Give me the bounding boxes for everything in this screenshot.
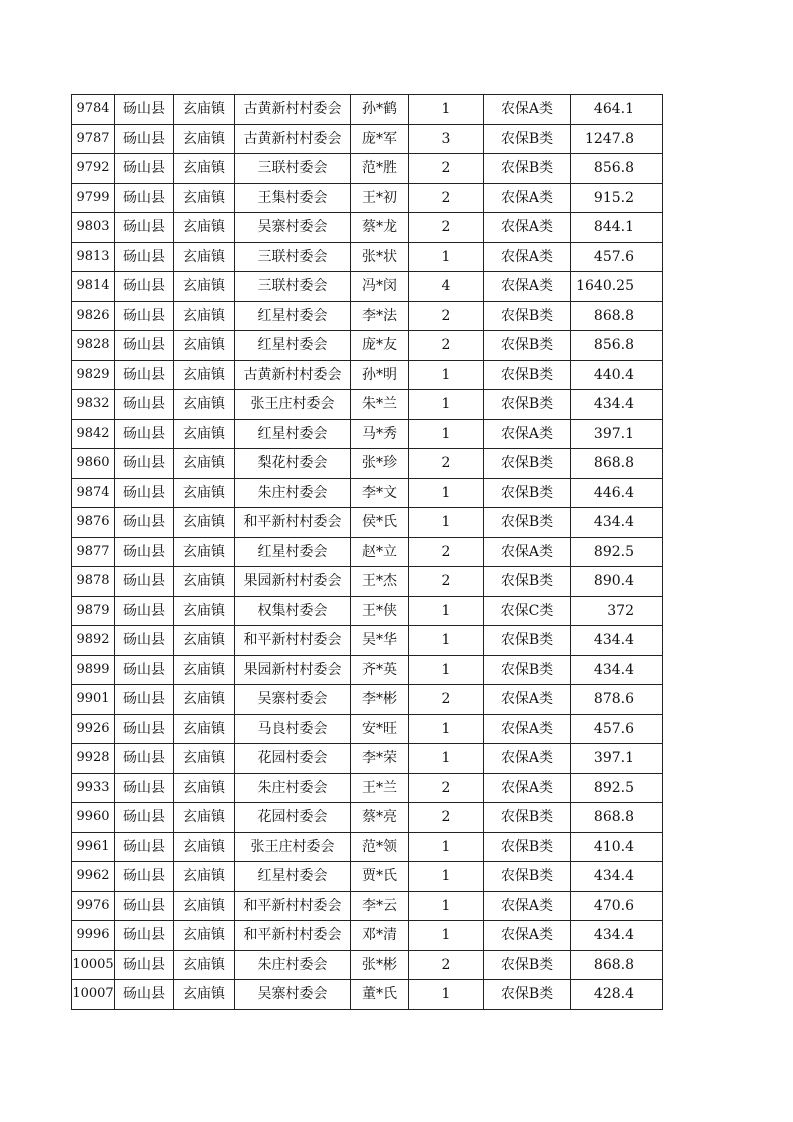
town-cell: 玄庙镇 (174, 449, 235, 479)
household-count-cell: 1 (409, 832, 484, 862)
county-cell: 砀山县 (115, 478, 174, 508)
amount-cell: 434.4 (571, 655, 663, 685)
table-row (72, 803, 663, 833)
amount-cell: 915.2 (571, 183, 663, 213)
household-count-cell: 1 (409, 626, 484, 656)
amount-cell: 457.6 (571, 242, 663, 272)
household-count-cell: 1 (409, 596, 484, 626)
record-id-cell: 9960 (72, 803, 115, 833)
county-cell: 砀山县 (115, 301, 174, 331)
county-cell: 砀山县 (115, 655, 174, 685)
amount-cell: 868.8 (571, 950, 663, 980)
village-cell: 和平新村村委会 (235, 626, 351, 656)
record-id-cell: 9926 (72, 714, 115, 744)
household-count-cell: 1 (409, 891, 484, 921)
category-cell: 农保B类 (484, 449, 571, 479)
record-id-cell: 9876 (72, 508, 115, 538)
amount-cell: 856.8 (571, 154, 663, 184)
amount-cell: 470.6 (571, 891, 663, 921)
county-cell: 砀山县 (115, 124, 174, 154)
amount-cell: 434.4 (571, 390, 663, 420)
category-cell: 农保B类 (484, 567, 571, 597)
household-count-cell: 2 (409, 685, 484, 715)
county-cell: 砀山县 (115, 773, 174, 803)
category-cell: 农保A类 (484, 272, 571, 302)
amount-cell: 428.4 (571, 980, 663, 1010)
county-cell: 砀山县 (115, 508, 174, 538)
name-cell: 庞*友 (351, 331, 409, 361)
table-row (72, 390, 663, 420)
name-cell: 张*状 (351, 242, 409, 272)
name-cell: 董*氏 (351, 980, 409, 1010)
name-cell: 邓*清 (351, 921, 409, 951)
village-cell: 红星村委会 (235, 419, 351, 449)
category-cell: 农保B类 (484, 832, 571, 862)
name-cell: 贾*氏 (351, 862, 409, 892)
village-cell: 朱庄村委会 (235, 773, 351, 803)
table-row (72, 832, 663, 862)
household-count-cell: 1 (409, 508, 484, 538)
county-cell: 砀山县 (115, 567, 174, 597)
record-id-cell: 9829 (72, 360, 115, 390)
amount-cell: 440.4 (571, 360, 663, 390)
household-count-cell: 3 (409, 124, 484, 154)
record-id-cell: 9933 (72, 773, 115, 803)
town-cell: 玄庙镇 (174, 331, 235, 361)
table-row (72, 419, 663, 449)
county-cell: 砀山县 (115, 419, 174, 449)
village-cell: 张王庄村委会 (235, 390, 351, 420)
category-cell: 农保B类 (484, 862, 571, 892)
town-cell: 玄庙镇 (174, 803, 235, 833)
name-cell: 冯*闵 (351, 272, 409, 302)
town-cell: 玄庙镇 (174, 950, 235, 980)
household-count-cell: 1 (409, 242, 484, 272)
name-cell: 李*彬 (351, 685, 409, 715)
record-id-cell: 9784 (72, 95, 115, 125)
name-cell: 李*云 (351, 891, 409, 921)
amount-cell: 434.4 (571, 862, 663, 892)
record-id-cell: 9996 (72, 921, 115, 951)
name-cell: 侯*氏 (351, 508, 409, 538)
table-row (72, 921, 663, 951)
table-row (72, 567, 663, 597)
household-count-cell: 1 (409, 921, 484, 951)
category-cell: 农保C类 (484, 596, 571, 626)
village-cell: 吴寨村委会 (235, 213, 351, 243)
category-cell: 农保B类 (484, 360, 571, 390)
category-cell: 农保A类 (484, 891, 571, 921)
table-row (72, 213, 663, 243)
county-cell: 砀山县 (115, 242, 174, 272)
amount-cell: 844.1 (571, 213, 663, 243)
category-cell: 农保A类 (484, 921, 571, 951)
table-row (72, 862, 663, 892)
record-id-cell: 9928 (72, 744, 115, 774)
name-cell: 王*兰 (351, 773, 409, 803)
name-cell: 范*胜 (351, 154, 409, 184)
county-cell: 砀山县 (115, 331, 174, 361)
record-id-cell: 9877 (72, 537, 115, 567)
village-cell: 红星村委会 (235, 537, 351, 567)
table-row (72, 478, 663, 508)
record-id-cell: 9962 (72, 862, 115, 892)
table-row (72, 508, 663, 538)
category-cell: 农保A类 (484, 714, 571, 744)
town-cell: 玄庙镇 (174, 213, 235, 243)
name-cell: 安*旺 (351, 714, 409, 744)
table-row (72, 744, 663, 774)
record-id-cell: 9892 (72, 626, 115, 656)
record-id-cell: 9842 (72, 419, 115, 449)
table-row (72, 449, 663, 479)
subsidy-table (71, 94, 663, 1010)
record-id-cell: 9832 (72, 390, 115, 420)
town-cell: 玄庙镇 (174, 124, 235, 154)
category-cell: 农保B类 (484, 950, 571, 980)
category-cell: 农保A类 (484, 744, 571, 774)
village-cell: 古黄新村村委会 (235, 124, 351, 154)
household-count-cell: 1 (409, 980, 484, 1010)
name-cell: 范*领 (351, 832, 409, 862)
name-cell: 张*彬 (351, 950, 409, 980)
household-count-cell: 1 (409, 714, 484, 744)
record-id-cell: 9799 (72, 183, 115, 213)
record-id-cell: 9860 (72, 449, 115, 479)
household-count-cell: 1 (409, 419, 484, 449)
table-row (72, 360, 663, 390)
category-cell: 农保B类 (484, 655, 571, 685)
county-cell: 砀山县 (115, 685, 174, 715)
category-cell: 农保B类 (484, 478, 571, 508)
amount-cell: 892.5 (571, 773, 663, 803)
category-cell: 农保B类 (484, 154, 571, 184)
amount-cell: 868.8 (571, 301, 663, 331)
record-id-cell: 9874 (72, 478, 115, 508)
village-cell: 梨花村委会 (235, 449, 351, 479)
amount-cell: 457.6 (571, 714, 663, 744)
county-cell: 砀山县 (115, 596, 174, 626)
town-cell: 玄庙镇 (174, 390, 235, 420)
record-id-cell: 9899 (72, 655, 115, 685)
town-cell: 玄庙镇 (174, 242, 235, 272)
household-count-cell: 1 (409, 655, 484, 685)
record-id-cell: 9961 (72, 832, 115, 862)
amount-cell: 1640.25 (571, 272, 663, 302)
village-cell: 花园村委会 (235, 803, 351, 833)
record-id-cell: 9826 (72, 301, 115, 331)
category-cell: 农保B类 (484, 508, 571, 538)
table-row (72, 124, 663, 154)
amount-cell: 446.4 (571, 478, 663, 508)
county-cell: 砀山县 (115, 272, 174, 302)
village-cell: 古黄新村村委会 (235, 95, 351, 125)
table-row (72, 655, 663, 685)
table-row (72, 714, 663, 744)
amount-cell: 397.1 (571, 744, 663, 774)
category-cell: 农保A类 (484, 213, 571, 243)
table-row (72, 626, 663, 656)
county-cell: 砀山县 (115, 862, 174, 892)
amount-cell: 434.4 (571, 508, 663, 538)
village-cell: 朱庄村委会 (235, 950, 351, 980)
amount-cell: 878.6 (571, 685, 663, 715)
village-cell: 张王庄村委会 (235, 832, 351, 862)
county-cell: 砀山县 (115, 980, 174, 1010)
name-cell: 李*荣 (351, 744, 409, 774)
town-cell: 玄庙镇 (174, 980, 235, 1010)
village-cell: 吴寨村委会 (235, 980, 351, 1010)
town-cell: 玄庙镇 (174, 272, 235, 302)
village-cell: 古黄新村村委会 (235, 360, 351, 390)
household-count-cell: 2 (409, 803, 484, 833)
town-cell: 玄庙镇 (174, 419, 235, 449)
county-cell: 砀山县 (115, 714, 174, 744)
name-cell: 赵*立 (351, 537, 409, 567)
category-cell: 农保A类 (484, 773, 571, 803)
county-cell: 砀山县 (115, 921, 174, 951)
table-row (72, 773, 663, 803)
name-cell: 蔡*龙 (351, 213, 409, 243)
village-cell: 红星村委会 (235, 331, 351, 361)
household-count-cell: 2 (409, 183, 484, 213)
town-cell: 玄庙镇 (174, 95, 235, 125)
town-cell: 玄庙镇 (174, 183, 235, 213)
town-cell: 玄庙镇 (174, 301, 235, 331)
county-cell: 砀山县 (115, 390, 174, 420)
household-count-cell: 2 (409, 537, 484, 567)
table-row (72, 242, 663, 272)
name-cell: 王*初 (351, 183, 409, 213)
amount-cell: 410.4 (571, 832, 663, 862)
category-cell: 农保B类 (484, 301, 571, 331)
record-id-cell: 9976 (72, 891, 115, 921)
household-count-cell: 4 (409, 272, 484, 302)
town-cell: 玄庙镇 (174, 567, 235, 597)
village-cell: 和平新村村委会 (235, 891, 351, 921)
category-cell: 农保A类 (484, 242, 571, 272)
amount-cell: 397.1 (571, 419, 663, 449)
town-cell: 玄庙镇 (174, 508, 235, 538)
record-id-cell: 9901 (72, 685, 115, 715)
name-cell: 马*秀 (351, 419, 409, 449)
household-count-cell: 2 (409, 301, 484, 331)
category-cell: 农保B类 (484, 124, 571, 154)
village-cell: 花园村委会 (235, 744, 351, 774)
category-cell: 农保B类 (484, 331, 571, 361)
county-cell: 砀山县 (115, 626, 174, 656)
name-cell: 庞*军 (351, 124, 409, 154)
table-row (72, 980, 663, 1010)
household-count-cell: 2 (409, 567, 484, 597)
village-cell: 红星村委会 (235, 862, 351, 892)
amount-cell: 856.8 (571, 331, 663, 361)
category-cell: 农保A类 (484, 95, 571, 125)
name-cell: 齐*英 (351, 655, 409, 685)
household-count-cell: 2 (409, 449, 484, 479)
record-id-cell: 9813 (72, 242, 115, 272)
table-row (72, 891, 663, 921)
amount-cell: 892.5 (571, 537, 663, 567)
record-id-cell: 9878 (72, 567, 115, 597)
name-cell: 王*杰 (351, 567, 409, 597)
town-cell: 玄庙镇 (174, 537, 235, 567)
town-cell: 玄庙镇 (174, 744, 235, 774)
table-row (72, 183, 663, 213)
name-cell: 李*法 (351, 301, 409, 331)
category-cell: 农保A类 (484, 685, 571, 715)
record-id-cell: 9828 (72, 331, 115, 361)
household-count-cell: 1 (409, 744, 484, 774)
category-cell: 农保A类 (484, 537, 571, 567)
table-row (72, 950, 663, 980)
town-cell: 玄庙镇 (174, 626, 235, 656)
village-cell: 和平新村村委会 (235, 508, 351, 538)
household-count-cell: 1 (409, 862, 484, 892)
amount-cell: 868.8 (571, 803, 663, 833)
county-cell: 砀山县 (115, 744, 174, 774)
record-id-cell: 9787 (72, 124, 115, 154)
amount-cell: 372 (571, 596, 663, 626)
town-cell: 玄庙镇 (174, 714, 235, 744)
table-row (72, 154, 663, 184)
village-cell: 权集村委会 (235, 596, 351, 626)
town-cell: 玄庙镇 (174, 154, 235, 184)
village-cell: 果园新村村委会 (235, 567, 351, 597)
village-cell: 王集村委会 (235, 183, 351, 213)
household-count-cell: 1 (409, 390, 484, 420)
name-cell: 孙*鹤 (351, 95, 409, 125)
village-cell: 吴寨村委会 (235, 685, 351, 715)
village-cell: 朱庄村委会 (235, 478, 351, 508)
village-cell: 三联村委会 (235, 272, 351, 302)
county-cell: 砀山县 (115, 360, 174, 390)
amount-cell: 434.4 (571, 921, 663, 951)
table-row (72, 596, 663, 626)
village-cell: 果园新村村委会 (235, 655, 351, 685)
category-cell: 农保B类 (484, 803, 571, 833)
amount-cell: 868.8 (571, 449, 663, 479)
table-row (72, 272, 663, 302)
household-count-cell: 2 (409, 950, 484, 980)
town-cell: 玄庙镇 (174, 596, 235, 626)
town-cell: 玄庙镇 (174, 862, 235, 892)
town-cell: 玄庙镇 (174, 773, 235, 803)
category-cell: 农保B类 (484, 626, 571, 656)
name-cell: 孙*明 (351, 360, 409, 390)
name-cell: 李*文 (351, 478, 409, 508)
village-cell: 三联村委会 (235, 242, 351, 272)
name-cell: 蔡*亮 (351, 803, 409, 833)
name-cell: 朱*兰 (351, 390, 409, 420)
town-cell: 玄庙镇 (174, 685, 235, 715)
table-row (72, 685, 663, 715)
county-cell: 砀山县 (115, 950, 174, 980)
county-cell: 砀山县 (115, 449, 174, 479)
table-row (72, 537, 663, 567)
village-cell: 和平新村村委会 (235, 921, 351, 951)
county-cell: 砀山县 (115, 154, 174, 184)
household-count-cell: 1 (409, 360, 484, 390)
county-cell: 砀山县 (115, 183, 174, 213)
village-cell: 红星村委会 (235, 301, 351, 331)
table-row (72, 95, 663, 125)
record-id-cell: 9814 (72, 272, 115, 302)
category-cell: 农保B类 (484, 980, 571, 1010)
name-cell: 王*侠 (351, 596, 409, 626)
town-cell: 玄庙镇 (174, 478, 235, 508)
amount-cell: 890.4 (571, 567, 663, 597)
household-count-cell: 1 (409, 478, 484, 508)
table-row (72, 331, 663, 361)
category-cell: 农保A类 (484, 183, 571, 213)
town-cell: 玄庙镇 (174, 921, 235, 951)
county-cell: 砀山县 (115, 95, 174, 125)
record-id-cell: 10005 (72, 950, 115, 980)
household-count-cell: 2 (409, 331, 484, 361)
category-cell: 农保A类 (484, 419, 571, 449)
county-cell: 砀山县 (115, 891, 174, 921)
household-count-cell: 2 (409, 213, 484, 243)
county-cell: 砀山县 (115, 213, 174, 243)
town-cell: 玄庙镇 (174, 360, 235, 390)
amount-cell: 434.4 (571, 626, 663, 656)
table-row (72, 301, 663, 331)
record-id-cell: 10007 (72, 980, 115, 1010)
county-cell: 砀山县 (115, 832, 174, 862)
town-cell: 玄庙镇 (174, 655, 235, 685)
name-cell: 吴*华 (351, 626, 409, 656)
county-cell: 砀山县 (115, 803, 174, 833)
record-id-cell: 9792 (72, 154, 115, 184)
household-count-cell: 1 (409, 95, 484, 125)
town-cell: 玄庙镇 (174, 832, 235, 862)
amount-cell: 464.1 (571, 95, 663, 125)
record-id-cell: 9803 (72, 213, 115, 243)
name-cell: 张*珍 (351, 449, 409, 479)
town-cell: 玄庙镇 (174, 891, 235, 921)
record-id-cell: 9879 (72, 596, 115, 626)
village-cell: 马良村委会 (235, 714, 351, 744)
category-cell: 农保B类 (484, 390, 571, 420)
household-count-cell: 2 (409, 773, 484, 803)
amount-cell: 1247.8 (571, 124, 663, 154)
village-cell: 三联村委会 (235, 154, 351, 184)
county-cell: 砀山县 (115, 537, 174, 567)
household-count-cell: 2 (409, 154, 484, 184)
